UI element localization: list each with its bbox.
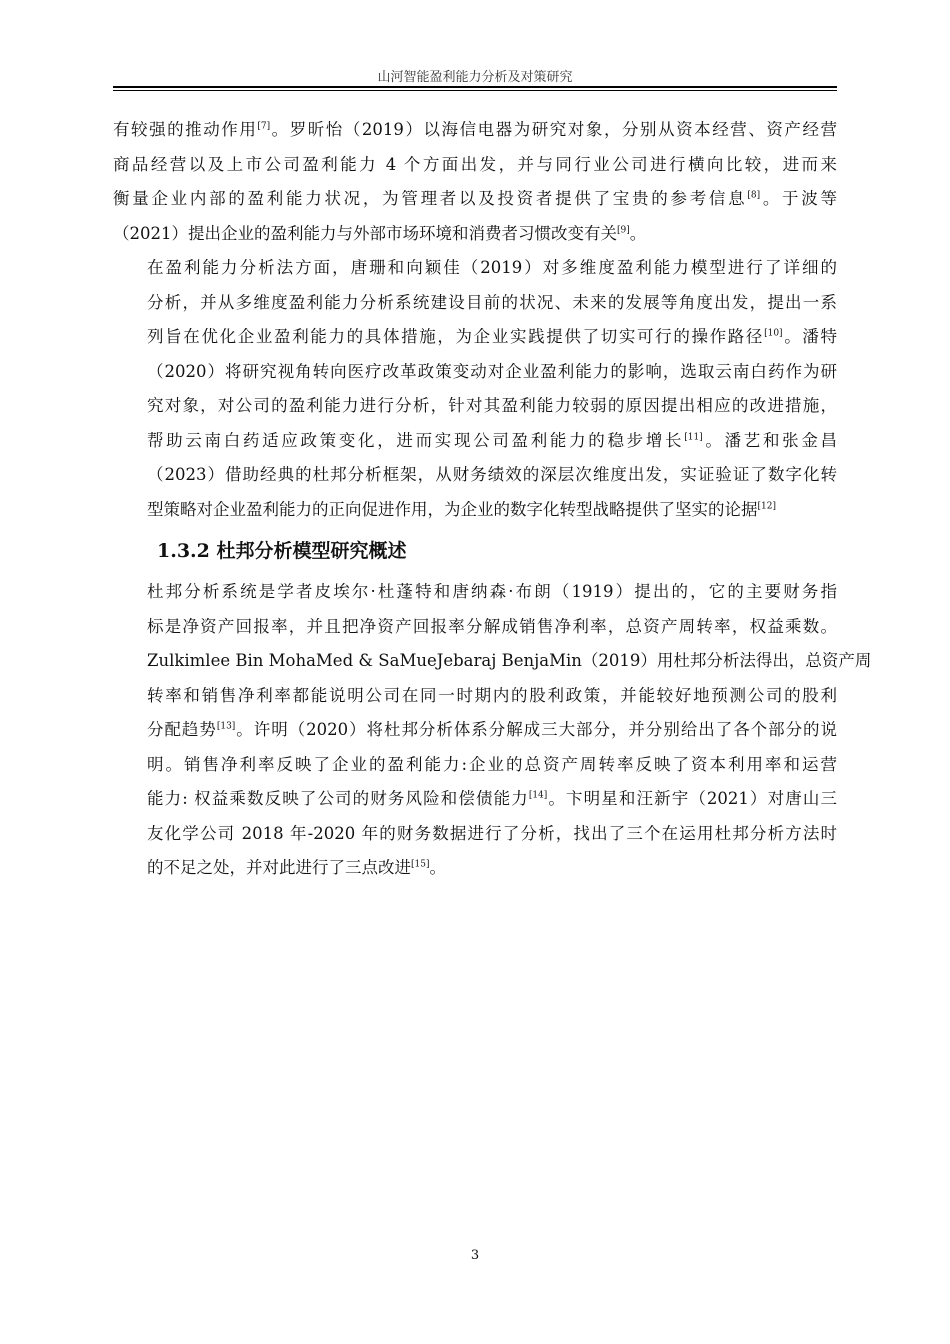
text-line [113, 424, 837, 459]
text-line [113, 113, 837, 148]
text-line [113, 817, 837, 852]
text-line [113, 389, 837, 424]
text-line [113, 679, 837, 714]
text-run: 。 [429, 858, 446, 877]
text-line [113, 182, 837, 217]
citation-ref: [11] [684, 432, 703, 442]
text-run: 分析，并从多维度盈利能力分析系统建设目前的状况、未来的发展等角度出发，提出一系 [147, 292, 837, 312]
text-line [113, 320, 837, 355]
text-run: （2020）将研究视角转向医疗改革政策变动对企业盈利能力的影响，选取云南白药作为研 [147, 361, 837, 381]
paragraph-1 [113, 113, 837, 251]
text-run: 究对象，对公司的盈利能力进行分析，针对其盈利能力较弱的原因提出相应的改进措施， [147, 396, 837, 415]
text-line [113, 575, 837, 610]
text-run: Zulkimlee Bin MohaMed & SaMueJebaraj BenjaMin（2019）用杜邦分析法得出，总资产周 [147, 651, 872, 670]
text-run: 商品经营以及上市公司盈利能力 4 个方面出发，并与同行业公司进行横向比较，进而来 [113, 154, 837, 174]
text-run: 型策略对企业盈利能力的正向促进作用，为企业的数字化转型战略提供了坚实的论据 [147, 499, 758, 519]
text-run: 友化学公司 2018 年-2020 年的财务数据进行了分析，找出了三个在运用杜邦分析方法时 [147, 823, 837, 843]
citation-ref: [12] [757, 501, 776, 511]
text-line [113, 458, 837, 493]
paragraph-2 [113, 251, 837, 527]
text-run: 分配趋势 [147, 720, 217, 739]
header-rule [113, 86, 837, 88]
citation-ref: [8] [747, 190, 761, 201]
text-run: 能力: 权益乘数反映了公司的财务风险和偿债能力 [147, 789, 529, 808]
text-run: 杜邦分析系统是学者皮埃尔·杜蓬特和唐纳森·布朗（1919）提出的，它的主要财务指 [147, 582, 837, 601]
text-line [113, 748, 837, 783]
text-run: 标是净资产回报率，并且把净资产回报率分解成销售净利率，总资产周转率，权益乘数。 [147, 616, 837, 636]
text-run: 。罗昕怡（2019）以海信电器为研究对象，分别从资本经营、资产经营 [270, 120, 837, 139]
citation-ref: [7] [257, 121, 271, 132]
text-run: 。潘艺和张金昌 [702, 430, 838, 450]
citation-ref: [15] [411, 859, 430, 870]
text-run: 。 [629, 223, 647, 243]
text-run: 明。销售净利率反映了企业的盈利能力:企业的总资产周转率反映了资本利用率和运营 [147, 754, 837, 774]
text-run: 转率和销售净利率都能说明公司在同一时期内的股利政策，并能较好地预测公司的股利 [147, 685, 837, 705]
text-line [113, 493, 837, 528]
header-rule-thin [113, 90, 837, 91]
text-run: 衡量企业内部的盈利能力状况，为管理者以及投资者提供了宝贵的参考信息 [113, 189, 748, 208]
text-run: 的不足之处，并对此进行了三点改进 [147, 858, 411, 877]
text-line [113, 251, 837, 286]
text-run: （2021）提出企业的盈利能力与外部市场环境和消费者习惯改变有关 [113, 223, 617, 243]
citation-ref: [9] [617, 225, 630, 235]
running-header: 山河智能盈利能力分析及对策研究 [377, 70, 573, 85]
text-run: 。潘特 [782, 327, 838, 346]
paragraph-3 [113, 575, 872, 886]
citation-ref: [10] [764, 328, 783, 339]
citation-ref: [14] [528, 790, 548, 801]
text-run: 有较强的推动作用 [113, 120, 258, 139]
text-line [113, 644, 872, 679]
text-run: （2023）借助经典的杜邦分析框架，从财务绩效的深层次维度出发，实证验证了数字化转 [147, 465, 837, 484]
citation-ref: [13] [216, 721, 236, 732]
text-line [113, 286, 837, 321]
text-run: 列旨在优化企业盈利能力的具体措施，为企业实践提供了切实可行的操作路径 [147, 327, 765, 346]
text-line [113, 610, 837, 645]
page-body [113, 113, 872, 886]
text-line [113, 217, 837, 252]
text-run: 在盈利能力分析法方面，唐珊和向颖佳（2019）对多维度盈利能力模型进行了详细的 [147, 258, 837, 277]
text-run: 。卞明星和汪新宇（2021）对唐山三 [547, 789, 837, 808]
text-run: 帮助云南白药适应政策变化，进而实现公司盈利能力的稳步增长 [147, 430, 685, 450]
text-line [113, 355, 837, 390]
text-run: 。许明（2020）将杜邦分析体系分解成三大部分，并分别给出了各个部分的说 [235, 720, 837, 739]
text-run: 。于波等 [760, 189, 838, 208]
page-number: 3 [470, 1248, 480, 1263]
text-line [113, 782, 837, 817]
text-line [113, 713, 837, 748]
text-line [113, 148, 837, 183]
section-heading: 1.3.2 杜邦分析模型研究概述 [157, 540, 407, 562]
text-line [113, 851, 837, 886]
